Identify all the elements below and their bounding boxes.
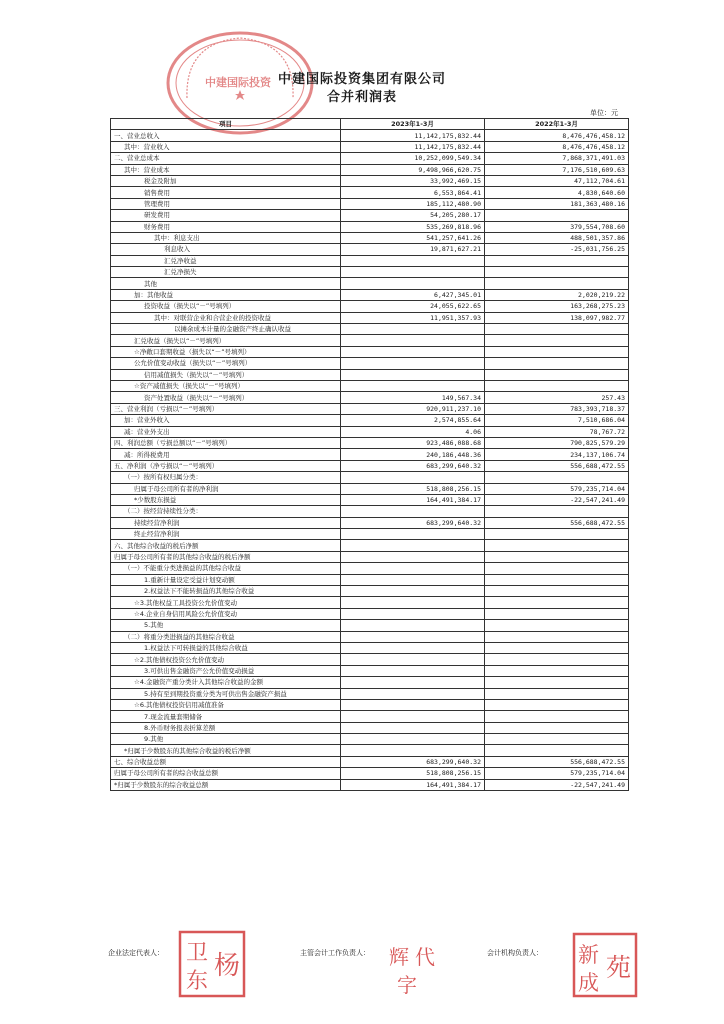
row-value-2022q1: 47,112,704.61 [485, 175, 629, 186]
row-value-2022q1 [485, 620, 629, 631]
table-row [111, 415, 629, 426]
row-value-2022q1: 4,830,640.60 [485, 187, 629, 198]
svg-text:成: 成 [578, 971, 599, 995]
table-row [111, 153, 629, 164]
row-item-label: 其中：营业收入 [111, 141, 341, 152]
row-value-2022q1 [485, 608, 629, 619]
svg-text:东: 东 [186, 969, 209, 994]
row-value-2023q1 [341, 551, 485, 562]
row-value-2023q1 [341, 563, 485, 574]
row-value-2022q1: 8,476,476,458.12 [485, 130, 629, 141]
row-item-label: 六、其他综合收益的税后净额 [111, 540, 341, 551]
row-value-2023q1: 240,186,448.36 [341, 449, 485, 460]
table-row [111, 324, 629, 335]
svg-text:卫: 卫 [186, 941, 209, 966]
table-header-row [111, 119, 629, 130]
table-row [111, 403, 629, 414]
table-row [111, 494, 629, 505]
table-row [111, 540, 629, 551]
table-row [111, 722, 629, 733]
row-value-2022q1: 379,554,708.60 [485, 221, 629, 232]
row-value-2023q1 [341, 745, 485, 756]
row-item-label: 投资收益（损失以“－”号填列） [111, 301, 341, 312]
table-row [111, 529, 629, 540]
row-value-2022q1: -22,547,241.49 [485, 779, 629, 790]
row-value-2023q1: 24,055,622.65 [341, 301, 485, 312]
row-value-2023q1 [341, 722, 485, 733]
table-row [111, 574, 629, 585]
table-row [111, 346, 629, 357]
row-value-2023q1 [341, 608, 485, 619]
row-item-label: ☆2.其他债权投资公允价值变动 [111, 654, 341, 665]
row-value-2023q1 [341, 642, 485, 653]
table-row [111, 768, 629, 779]
row-value-2022q1: 790,825,579.29 [485, 437, 629, 448]
row-item-label: ☆4.金融资产重分类计入其他综合收益的金额 [111, 677, 341, 688]
row-item-label: 汇兑净收益 [111, 255, 341, 266]
accounting-dept-head-signature-seal [572, 932, 638, 998]
row-value-2022q1: 556,688,472.55 [485, 517, 629, 528]
row-value-2022q1 [485, 324, 629, 335]
table-row [111, 198, 629, 209]
table-row [111, 255, 629, 266]
row-value-2022q1 [485, 597, 629, 608]
row-item-label: 加：营业外收入 [111, 415, 341, 426]
table-row [111, 392, 629, 403]
row-value-2022q1: 7,176,510,609.63 [485, 164, 629, 175]
table-row [111, 654, 629, 665]
row-value-2022q1 [485, 688, 629, 699]
row-value-2023q1 [341, 699, 485, 710]
row-value-2022q1 [485, 255, 629, 266]
row-value-2023q1: 6,427,345.01 [341, 289, 485, 300]
row-value-2022q1 [485, 369, 629, 380]
row-value-2022q1: 556,688,472.55 [485, 460, 629, 471]
row-item-label: 减：所得税费用 [111, 449, 341, 460]
row-value-2022q1: 163,268,275.23 [485, 301, 629, 312]
row-item-label: 汇兑收益（损失以“－”号填列） [111, 335, 341, 346]
row-item-label: 税金及附加 [111, 175, 341, 186]
row-value-2023q1 [341, 631, 485, 642]
row-item-label: ☆6.其他债权投资信用减值准备 [111, 699, 341, 710]
row-value-2022q1: 7,510,686.04 [485, 415, 629, 426]
statement-title: 合并利润表 [326, 90, 397, 105]
table-row [111, 506, 629, 517]
row-value-2022q1 [485, 346, 629, 357]
row-item-label: 7.现金流量套期储备 [111, 711, 341, 722]
table-row [111, 551, 629, 562]
row-item-label: 5.其他 [111, 620, 341, 631]
table-row [111, 141, 629, 152]
table-row [111, 449, 629, 460]
row-item-label: 七、综合收益总额 [111, 756, 341, 767]
table-row [111, 335, 629, 346]
row-item-label: 持续经营净利润 [111, 517, 341, 528]
company-name: 中建国际投资集团有限公司 [277, 72, 446, 87]
row-value-2022q1: 181,363,480.16 [485, 198, 629, 209]
table-row [111, 642, 629, 653]
row-item-label: 3.可供出售金融资产公允价值变动损益 [111, 665, 341, 676]
row-value-2023q1 [341, 324, 485, 335]
row-item-label: 其中：利息支出 [111, 232, 341, 243]
table-row [111, 187, 629, 198]
row-value-2023q1: 11,142,175,832.44 [341, 141, 485, 152]
row-value-2023q1 [341, 665, 485, 676]
row-item-label: 5.持有至到期投资重分类为可供出售金融资产损益 [111, 688, 341, 699]
row-item-label: ☆4.企业自身信用风险公允价值变动 [111, 608, 341, 619]
table-row [111, 608, 629, 619]
income-statement-table [110, 118, 629, 791]
row-item-label: *少数股东损益 [111, 494, 341, 505]
unit-label: 单位：元 [590, 109, 618, 117]
row-item-label: 1.重新计量设定受益计划变动额 [111, 574, 341, 585]
row-value-2023q1 [341, 346, 485, 357]
table-row [111, 437, 629, 448]
row-value-2023q1 [341, 620, 485, 631]
table-row [111, 665, 629, 676]
row-item-label: 利息收入 [111, 244, 341, 255]
row-item-label: ☆净敞口套期收益（损失以“－”号填列） [111, 346, 341, 357]
row-value-2023q1: 4.06 [341, 426, 485, 437]
row-item-label: 1.权益法下可转损益的其他综合收益 [111, 642, 341, 653]
svg-text:辉: 辉 [389, 945, 409, 969]
row-value-2022q1 [485, 506, 629, 517]
table-row [111, 472, 629, 483]
row-item-label: 管理费用 [111, 198, 341, 209]
row-value-2022q1: 8,476,476,458.12 [485, 141, 629, 152]
table-row [111, 620, 629, 631]
row-value-2023q1: 10,252,099,549.34 [341, 153, 485, 164]
accounting-head-label: 主管会计工作负责人： [300, 949, 370, 957]
row-item-label: ☆3.其他权益工具投资公允价值变动 [111, 597, 341, 608]
table-row [111, 460, 629, 471]
row-value-2022q1: 2,020,219.22 [485, 289, 629, 300]
row-value-2023q1: 9,498,966,620.75 [341, 164, 485, 175]
table-row [111, 380, 629, 391]
row-value-2023q1: 923,486,088.68 [341, 437, 485, 448]
row-value-2023q1: 11,951,357.93 [341, 312, 485, 323]
row-item-label: 财务费用 [111, 221, 341, 232]
row-value-2023q1: 164,491,384.17 [341, 494, 485, 505]
row-value-2022q1 [485, 699, 629, 710]
table-row [111, 483, 629, 494]
row-value-2022q1 [485, 711, 629, 722]
row-value-2022q1: 556,688,472.55 [485, 756, 629, 767]
row-value-2022q1 [485, 654, 629, 665]
table-row [111, 175, 629, 186]
table-row [111, 779, 629, 790]
row-value-2023q1 [341, 380, 485, 391]
row-value-2022q1 [485, 358, 629, 369]
row-value-2023q1 [341, 540, 485, 551]
row-value-2023q1 [341, 472, 485, 483]
row-value-2023q1: 920,911,237.10 [341, 403, 485, 414]
row-value-2022q1: -22,547,241.49 [485, 494, 629, 505]
table-row [111, 426, 629, 437]
row-value-2023q1: 11,142,175,832.44 [341, 130, 485, 141]
row-value-2023q1 [341, 597, 485, 608]
row-item-label: 其中：营业成本 [111, 164, 341, 175]
row-value-2023q1 [341, 255, 485, 266]
row-value-2023q1: 518,808,256.15 [341, 768, 485, 779]
row-value-2023q1: 185,112,480.90 [341, 198, 485, 209]
table-row [111, 688, 629, 699]
svg-text:新: 新 [578, 943, 599, 967]
legal-rep-signature-seal [178, 930, 246, 998]
row-value-2023q1: 683,299,640.32 [341, 756, 485, 767]
row-item-label: 其他 [111, 278, 341, 289]
table-row [111, 312, 629, 323]
column-header-2022q1: 2022年1-3月 [485, 119, 629, 130]
row-value-2022q1: 579,235,714.04 [485, 768, 629, 779]
row-value-2022q1 [485, 551, 629, 562]
row-item-label: 加：其他收益 [111, 289, 341, 300]
table-row [111, 130, 629, 141]
row-item-label: 归属于母公司所有者的综合收益总额 [111, 768, 341, 779]
row-value-2023q1: 541,257,641.26 [341, 232, 485, 243]
row-item-label: 归属于母公司所有者的其他综合收益的税后净额 [111, 551, 341, 562]
row-item-label: 销售费用 [111, 187, 341, 198]
legal-rep-label: 企业法定代表人： [108, 949, 164, 957]
row-value-2022q1 [485, 734, 629, 745]
row-item-label: 汇兑净损失 [111, 267, 341, 278]
row-value-2023q1 [341, 506, 485, 517]
row-item-label: （一）按所有权归属分类： [111, 472, 341, 483]
row-value-2023q1 [341, 369, 485, 380]
row-value-2022q1: -25,031,756.25 [485, 244, 629, 255]
row-item-label: 信用减值损失（损失以“－”号填列） [111, 369, 341, 380]
row-value-2023q1 [341, 335, 485, 346]
table-row [111, 677, 629, 688]
row-value-2023q1: 518,808,256.15 [341, 483, 485, 494]
table-row [111, 244, 629, 255]
table-row [111, 358, 629, 369]
accounting-head-signature-seal [385, 940, 443, 998]
row-value-2023q1 [341, 278, 485, 289]
table-row [111, 586, 629, 597]
row-value-2023q1: 6,553,864.41 [341, 187, 485, 198]
row-value-2022q1 [485, 677, 629, 688]
row-value-2022q1 [485, 745, 629, 756]
row-value-2022q1 [485, 472, 629, 483]
row-item-label: 五、净利润（净亏损以“－”号填列） [111, 460, 341, 471]
column-header-item: 项目 [111, 119, 341, 130]
row-value-2022q1 [485, 574, 629, 585]
table-row [111, 267, 629, 278]
table-row [111, 221, 629, 232]
table-row [111, 563, 629, 574]
svg-text:杨: 杨 [214, 951, 241, 981]
table-row [111, 289, 629, 300]
row-item-label: 归属于母公司所有者的净利润 [111, 483, 341, 494]
row-value-2023q1: 2,574,855.64 [341, 415, 485, 426]
row-item-label: 研发费用 [111, 210, 341, 221]
row-value-2022q1 [485, 335, 629, 346]
table-row [111, 278, 629, 289]
row-value-2022q1 [485, 563, 629, 574]
row-item-label: 减：营业外支出 [111, 426, 341, 437]
row-item-label: 资产处置收益（损失以“－”号填列） [111, 392, 341, 403]
row-value-2022q1 [485, 380, 629, 391]
row-item-label: （二）将重分类进损益的其他综合收益 [111, 631, 341, 642]
row-value-2022q1 [485, 722, 629, 733]
row-value-2022q1 [485, 665, 629, 676]
row-item-label: （一）不能重分类进损益的其他综合收益 [111, 563, 341, 574]
row-value-2022q1 [485, 631, 629, 642]
row-value-2022q1: 488,501,357.86 [485, 232, 629, 243]
accounting-dept-head-label: 会计机构负责人： [487, 949, 543, 957]
row-item-label: 2.权益法下不能转损益的其他综合收益 [111, 586, 341, 597]
svg-text:中建国际投资: 中建国际投资 [205, 76, 271, 89]
table-row [111, 745, 629, 756]
row-value-2022q1: 783,393,718.37 [485, 403, 629, 414]
row-value-2023q1: 683,299,640.32 [341, 460, 485, 471]
row-value-2022q1: 257.43 [485, 392, 629, 403]
row-value-2022q1: 78,767.72 [485, 426, 629, 437]
row-value-2022q1 [485, 210, 629, 221]
row-item-label: 一、营业总收入 [111, 130, 341, 141]
table-row [111, 699, 629, 710]
row-item-label: 二、营业总成本 [111, 153, 341, 164]
row-value-2023q1: 54,205,280.17 [341, 210, 485, 221]
row-value-2023q1 [341, 586, 485, 597]
table-row [111, 631, 629, 642]
row-value-2022q1 [485, 267, 629, 278]
row-value-2022q1 [485, 586, 629, 597]
row-item-label: *归属于少数股东的综合收益总额 [111, 779, 341, 790]
row-value-2023q1 [341, 654, 485, 665]
table-row [111, 711, 629, 722]
svg-text:苑: 苑 [606, 953, 632, 982]
row-item-label: 8.外币财务报表折算差额 [111, 722, 341, 733]
row-item-label: 四、利润总额（亏损总额以“－”号填列） [111, 437, 341, 448]
row-value-2023q1 [341, 267, 485, 278]
row-value-2022q1: 234,137,106.74 [485, 449, 629, 460]
table-row [111, 734, 629, 745]
row-value-2023q1: 535,269,818.96 [341, 221, 485, 232]
row-item-label: *归属于少数股东的其他综合收益的税后净额 [111, 745, 341, 756]
row-value-2023q1: 33,992,469.15 [341, 175, 485, 186]
row-item-label: 以摊余成本计量的金融资产终止确认收益 [111, 324, 341, 335]
row-value-2022q1 [485, 529, 629, 540]
svg-text:字: 字 [397, 973, 417, 997]
table-row [111, 517, 629, 528]
row-value-2023q1 [341, 574, 485, 585]
row-item-label: （二）按经营持续性分类： [111, 506, 341, 517]
row-value-2023q1: 164,491,384.17 [341, 779, 485, 790]
row-item-label: 三、营业利润（亏损以“－”号填列） [111, 403, 341, 414]
row-value-2023q1 [341, 688, 485, 699]
row-value-2022q1: 579,235,714.04 [485, 483, 629, 494]
row-value-2022q1 [485, 278, 629, 289]
table-row [111, 164, 629, 175]
row-value-2023q1 [341, 358, 485, 369]
table-row [111, 232, 629, 243]
row-value-2022q1: 138,097,982.77 [485, 312, 629, 323]
row-item-label: 9.其他 [111, 734, 341, 745]
row-item-label: 公允价值变动收益（损失以“－”号填列） [111, 358, 341, 369]
row-value-2022q1: 7,868,371,491.03 [485, 153, 629, 164]
table-row [111, 210, 629, 221]
row-value-2022q1 [485, 540, 629, 551]
row-value-2022q1 [485, 642, 629, 653]
row-value-2023q1: 683,299,640.32 [341, 517, 485, 528]
svg-text:代: 代 [415, 945, 435, 969]
row-item-label: 终止经营净利润 [111, 529, 341, 540]
table-row [111, 756, 629, 767]
table-row [111, 301, 629, 312]
row-value-2023q1: 19,871,627.21 [341, 244, 485, 255]
row-value-2023q1: 149,567.34 [341, 392, 485, 403]
row-value-2023q1 [341, 711, 485, 722]
row-item-label: ☆资产减值损失（损失以“－”号填列） [111, 380, 341, 391]
row-item-label: 其中：对联营企业和合营企业的投资收益 [111, 312, 341, 323]
table-row [111, 597, 629, 608]
column-header-2023q1: 2023年1-3月 [341, 119, 485, 130]
row-value-2023q1 [341, 677, 485, 688]
row-value-2023q1 [341, 734, 485, 745]
row-value-2023q1 [341, 529, 485, 540]
table-row [111, 369, 629, 380]
